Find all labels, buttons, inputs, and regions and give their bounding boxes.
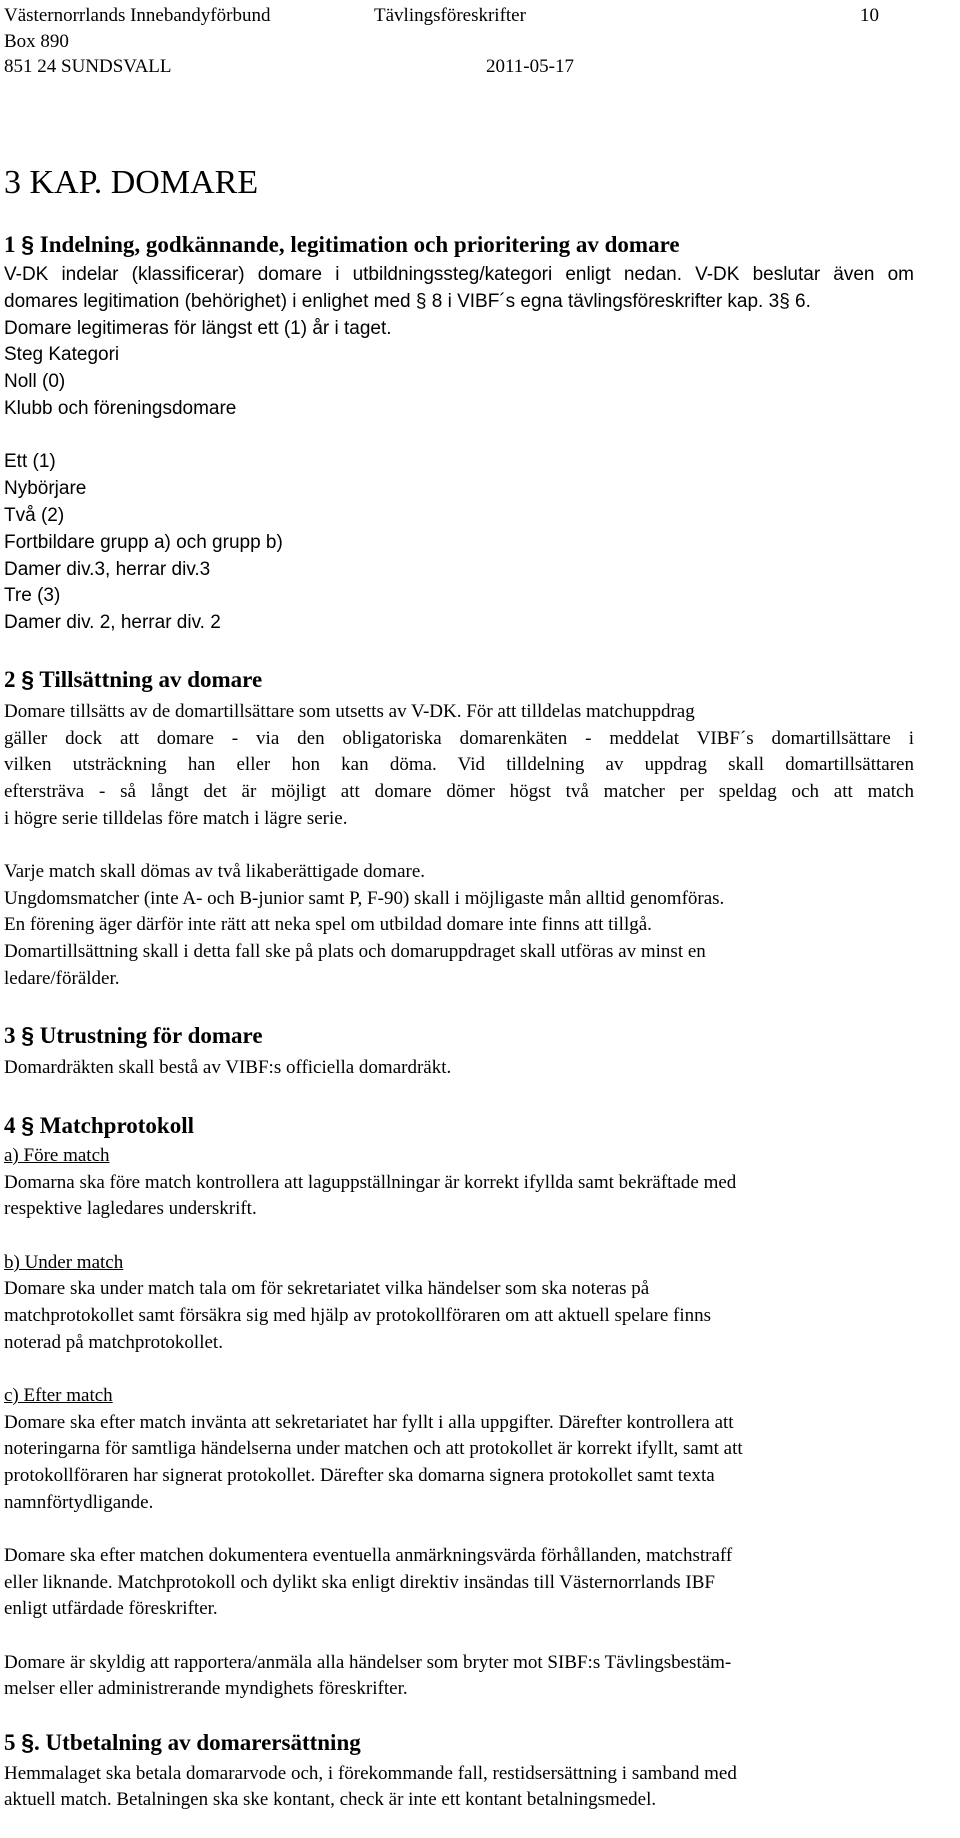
- section-5-line: aktuell match. Betalningen ska ske kontant, check är inte ett kontant betalningsmedel.: [4, 1789, 657, 1810]
- section-3-heading: [4, 1021, 263, 1050]
- subheading-before-match: a) Före match: [4, 1145, 110, 1166]
- table-header: Steg Kategori: [4, 344, 120, 365]
- section-1-line: V-DK indelar (klassificerar) domare i utbildningssteg/kategori enligt nedan. V-DK beslutar även om: [4, 264, 914, 285]
- section-5-heading: [4, 1728, 361, 1757]
- section-sign: §: [779, 291, 790, 312]
- table-row: Klubb och föreningsdomare: [4, 398, 237, 419]
- section-4-heading: [4, 1111, 194, 1140]
- table-row: Fortbildare grupp a) och grupp b): [4, 532, 283, 553]
- section-2-line: gäller dock att domare - via den obligatoriska domarenkäten - meddelat VIBF´s domartillsättare i: [4, 728, 914, 749]
- section-4-line: matchprotokollet samt försäkra sig med hjälp av protokollföraren om att aktuell spelare finns: [4, 1305, 712, 1326]
- section-2-line: i högre serie tilldelas före match i lägre serie.: [4, 808, 348, 829]
- section-4-line: eller liknande. Matchprotokoll och dylikt ska enligt direktiv insändas till Västernorrlands IBF: [4, 1572, 715, 1593]
- section-sign: §: [21, 231, 35, 257]
- table-row: Damer div.3, herrar div.3: [4, 559, 211, 580]
- section-4-line: enligt utfärdade föreskrifter.: [4, 1598, 218, 1619]
- table-row: Tre (3): [4, 585, 61, 606]
- section-sign: §: [415, 291, 427, 312]
- section-title: Tillsättning av domare: [39, 667, 263, 692]
- table-row: Ett (1): [4, 451, 56, 472]
- section-number: 3: [4, 1023, 16, 1048]
- section-sign: §: [21, 1112, 35, 1138]
- section-4-line: Domare ska efter matchen dokumentera eventuella anmärkningsvärda förhållanden, matchstraff: [4, 1545, 733, 1566]
- section-title: Indelning, godkännande, legitimation och prioritering av domare: [39, 232, 680, 257]
- section-sign: §: [21, 1022, 35, 1048]
- subheading-after-match: c) Efter match: [4, 1385, 113, 1406]
- section-sign: §: [21, 1729, 35, 1755]
- section-4-line: Domare är skyldig att rapportera/anmäla alla händelser som bryter mot SIBF:s Tävlingsbestäm-: [4, 1652, 732, 1673]
- section-2-line: Ungdomsmatcher (inte A- och B-junior samt P, F-90) skall i möjligaste mån alltid genomföras.: [4, 888, 725, 909]
- section-2-line: vilken utsträckning han eller hon kan döma. Vid tilldelning av uppdrag skall domartillsättaren: [4, 754, 914, 775]
- table-row: Damer div. 2, herrar div. 2: [4, 612, 221, 633]
- section-title: Matchprotokoll: [39, 1113, 194, 1138]
- section-1-line: domares legitimation (behörighet) i enlighet med § 8 i VIBF´s egna tävlingsföreskrifter kap. 3§ 6.: [4, 291, 811, 312]
- section-number: 1: [4, 232, 16, 257]
- section-4-line: Domare ska efter match invänta att sekretariatet har fyllt i alla uppgifter. Därefter kontrollera att: [4, 1412, 734, 1433]
- section-5-line: Hemmalaget ska betala domararvode och, i förekommande fall, restidsersättning i samband med: [4, 1763, 737, 1784]
- header-org: Västernorrlands Innebandyförbund: [4, 5, 271, 26]
- section-sign: §: [21, 666, 35, 692]
- section-2-line: En förening äger därför inte rätt att neka spel om utbildad domare inte finns att tillgå.: [4, 914, 652, 935]
- section-number: 2: [4, 667, 16, 692]
- section-title: Utrustning för domare: [39, 1023, 263, 1048]
- section-3-line: Domardräkten skall bestå av VIBF:s officiella domardräkt.: [4, 1057, 452, 1078]
- section-2-line: Varje match skall dömas av två likaberättigade domare.: [4, 861, 426, 882]
- section-2-line: eftersträva - så långt det är möjligt att domare dömer högst två matcher per speldag och att match: [4, 781, 914, 802]
- header-address-box: Box 890: [4, 31, 69, 52]
- header-date: 2011-05-17: [486, 56, 574, 77]
- section-number: 4: [4, 1113, 16, 1138]
- header-page-number: 10: [860, 5, 879, 26]
- table-row: Två (2): [4, 505, 65, 526]
- section-2-heading: [4, 665, 262, 694]
- table-row: Nybörjare: [4, 478, 87, 499]
- section-1-heading: [4, 230, 680, 259]
- section-4-line: Domare ska under match tala om för sekretariatet vilka händelser som ska noteras på: [4, 1278, 650, 1299]
- section-4-line: melser eller administrerande myndighets föreskrifter.: [4, 1678, 408, 1699]
- section-number: 5: [4, 1730, 16, 1755]
- section-4-line: noteringarna för samtliga händelserna under matchen och att protokollet är korrekt ifyllt, samt att: [4, 1438, 743, 1459]
- section-2-line: Domartillsättning skall i detta fall ske på plats och domaruppdraget skall utföras av minst en: [4, 941, 706, 962]
- section-1-line: Domare legitimeras för längst ett (1) år i taget.: [4, 318, 392, 339]
- header-address-city: 851 24 SUNDSVALL: [4, 56, 172, 77]
- section-title: . Utbetalning av domarersättning: [34, 1730, 361, 1755]
- section-4-line: noterad på matchprotokollet.: [4, 1332, 223, 1353]
- section-2-line: ledare/förälder.: [4, 968, 120, 989]
- chapter-title: 3 KAP. DOMARE: [4, 164, 259, 201]
- section-2-line: Domare tillsätts av de domartillsättare som utsetts av V-DK. För att tilldelas matchuppdrag: [4, 701, 695, 722]
- section-4-line: respektive lagledares underskrift.: [4, 1198, 257, 1219]
- subheading-during-match: b) Under match: [4, 1252, 124, 1273]
- header-doc-title: Tävlingsföreskrifter: [374, 5, 526, 26]
- section-4-line: namnförtydligande.: [4, 1492, 154, 1513]
- section-4-line: Domarna ska före match kontrollera att laguppställningar är korrekt ifyllda samt bekräftade med: [4, 1172, 737, 1193]
- table-row: Noll (0): [4, 371, 66, 392]
- section-4-line: protokollföraren har signerat protokollet. Därefter ska domarna signera protokollet samt texta: [4, 1465, 715, 1486]
